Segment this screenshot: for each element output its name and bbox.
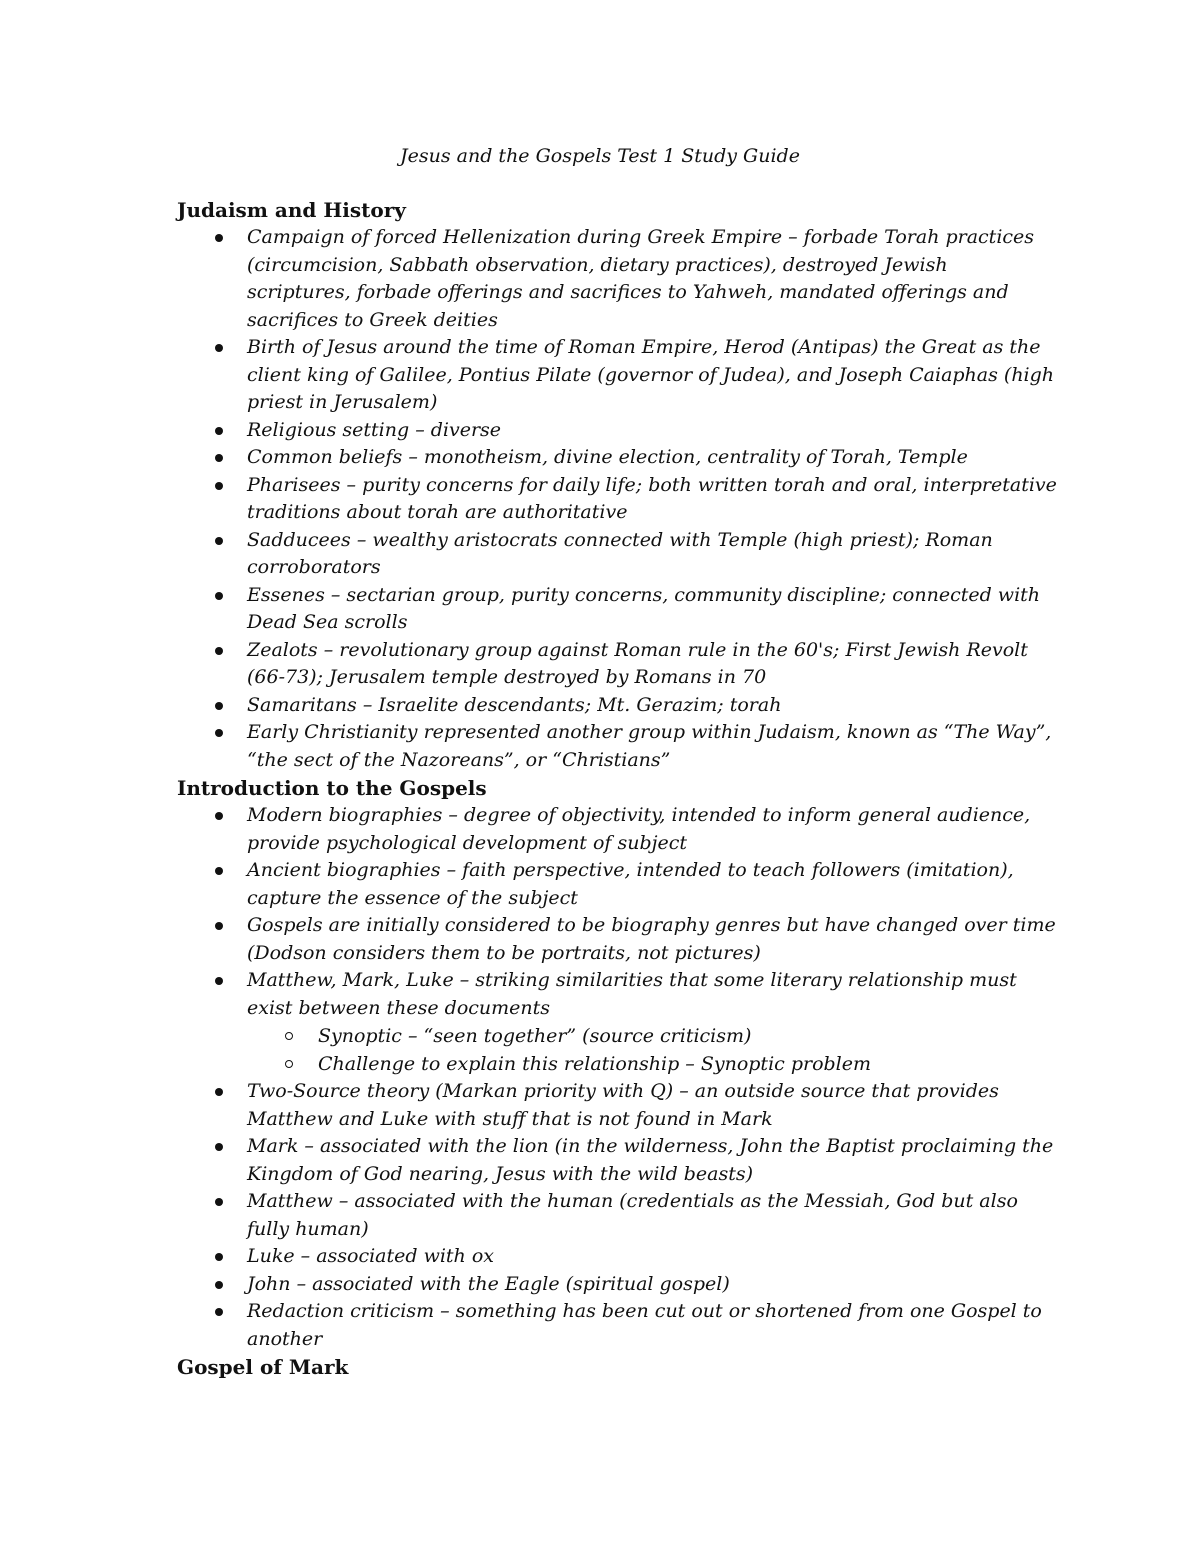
list-item <box>177 719 1057 774</box>
bullet-icon <box>215 977 223 985</box>
list-item-text: Gospels are initially considered to be biography genres but have changed over time (Dodson considers them to be portraits, not pictures) <box>247 914 1056 964</box>
list-item <box>177 857 1057 912</box>
list-item <box>177 1133 1057 1188</box>
list-item <box>177 802 1057 857</box>
list-item-text: Two-Source theory (Markan priority with Q) – an outside source that provides Matthew and Luke with stuff that is not found in Mark <box>247 1080 999 1130</box>
list-item <box>177 637 1057 692</box>
bullet-icon <box>215 1308 223 1316</box>
list-item-text: Matthew – associated with the human (credentials as the Messiah, God but also fully human) <box>247 1190 1018 1240</box>
list-item <box>177 692 1057 720</box>
list-item <box>177 582 1057 637</box>
bullet-icon <box>215 867 223 875</box>
list-item-text: Common beliefs – monotheism, divine election, centrality of Torah, Temple <box>247 446 968 468</box>
list-item <box>177 334 1057 417</box>
list-item-text: Pharisees – purity concerns for daily life; both written torah and oral, interpretative traditions about torah are authoritative <box>247 473 1057 523</box>
list-item <box>177 912 1057 967</box>
list-item <box>177 1271 1057 1299</box>
bullet-icon <box>215 427 223 435</box>
circle-bullet-icon <box>285 1032 293 1040</box>
bullet-icon <box>215 647 223 655</box>
list-item <box>177 417 1057 445</box>
section-heading-intro-gospels: Introduction to the Gospels <box>177 776 487 800</box>
section-heading-gospel-mark: Gospel of Mark <box>177 1355 349 1379</box>
list-item-text: Redaction criticism – something has been cut out or shortened from one Gospel to another <box>247 1300 1042 1350</box>
bullet-icon <box>215 922 223 930</box>
list-item <box>177 1298 1057 1353</box>
bullet-icon <box>215 592 223 600</box>
list-item-text: Religious setting – diverse <box>247 418 502 441</box>
section-heading-judaism-history: Judaism and History <box>177 198 406 222</box>
sub-list-item-text: Synoptic – “seen together” (source criticism) <box>318 1025 752 1047</box>
list-item <box>177 1188 1057 1243</box>
bullet-icon <box>215 702 223 710</box>
bullet-icon <box>215 729 223 737</box>
bullet-icon <box>215 234 223 242</box>
list-item-text: Campaign of forced Hellenization during Greek Empire – forbade Torah practices (circumcision, Sabbath observation, dietary practices), destroyed Jewish scriptures, forbade offerings and sacrifices to Yahweh, mandated offerings and sacrifices to Greek deities <box>247 226 1035 331</box>
list-item-text: Luke – associated with ox <box>247 1245 494 1267</box>
list-item-text: Samaritans – Israelite descendants; Mt. Gerazim; torah <box>247 693 782 716</box>
sub-list-item-text: Challenge to explain this relationship – Synoptic problem <box>318 1053 872 1075</box>
bullet-icon <box>215 537 223 545</box>
bullet-icon <box>215 812 223 820</box>
list-item-text: Sadducees – wealthy aristocrats connected with Temple (high priest); Roman corroborators <box>247 528 993 578</box>
bullet-icon <box>215 1088 223 1096</box>
list-item-text: Mark – associated with the lion (in the wilderness, John the Baptist proclaiming the Kingdom of God nearing, Jesus with the wild beasts) <box>247 1135 1054 1185</box>
bullet-icon <box>215 1143 223 1151</box>
list-item-text: Modern biographies – degree of objectivity, intended to inform general audience, provide psychological development of subject <box>247 804 1031 854</box>
bullet-list-intro-gospels-continued <box>177 1078 1057 1353</box>
list-item <box>177 224 1057 334</box>
list-item-text: Matthew, Mark, Luke – striking similarities that some literary relationship must exist between these documents <box>247 969 1017 1019</box>
document-title: Jesus and the Gospels Test 1 Study Guide <box>400 145 800 167</box>
list-item-text: Essenes – sectarian group, purity concerns, community discipline; connected with Dead Sea scrolls <box>247 583 1041 633</box>
list-item <box>177 472 1057 527</box>
list-item-text: Ancient biographies – faith perspective, intended to teach followers (imitation), capture the essence of the subject <box>247 859 1014 909</box>
list-item <box>177 1078 1057 1133</box>
bullet-icon <box>215 454 223 462</box>
sub-list-item <box>177 1050 1057 1078</box>
list-item-text: Birth of Jesus around the time of Roman Empire, Herod (Antipas) the Great as the client king of Galilee, Pontius Pilate (governor of Judea), and Joseph Caiaphas (high priest in Jerusalem) <box>247 336 1055 413</box>
list-item <box>177 967 1057 1022</box>
bullet-icon <box>215 1281 223 1289</box>
list-item <box>177 444 1057 472</box>
bullet-icon <box>215 482 223 490</box>
sub-list-item <box>177 1022 1057 1050</box>
bullet-list-intro-gospels <box>177 802 1057 1022</box>
bullet-icon <box>215 1198 223 1206</box>
circle-bullet-icon <box>285 1060 293 1068</box>
bullet-list-judaism-history <box>177 224 1057 774</box>
document-body <box>177 196 1057 1381</box>
list-item-text: Early Christianity represented another group within Judaism, known as “The Way”, “the sect of the Nazoreans”, or “Christians” <box>247 721 1052 771</box>
list-item-text: John – associated with the Eagle (spiritual gospel) <box>247 1272 730 1295</box>
list-item <box>177 1243 1057 1271</box>
list-item-text: Zealots – revolutionary group against Roman rule in the 60's; First Jewish Revolt (66-73); Jerusalem temple destroyed by Romans in 70 <box>247 638 1028 688</box>
sub-list-synoptic <box>177 1022 1057 1078</box>
bullet-icon <box>215 1253 223 1261</box>
bullet-icon <box>215 344 223 352</box>
list-item <box>177 527 1057 582</box>
